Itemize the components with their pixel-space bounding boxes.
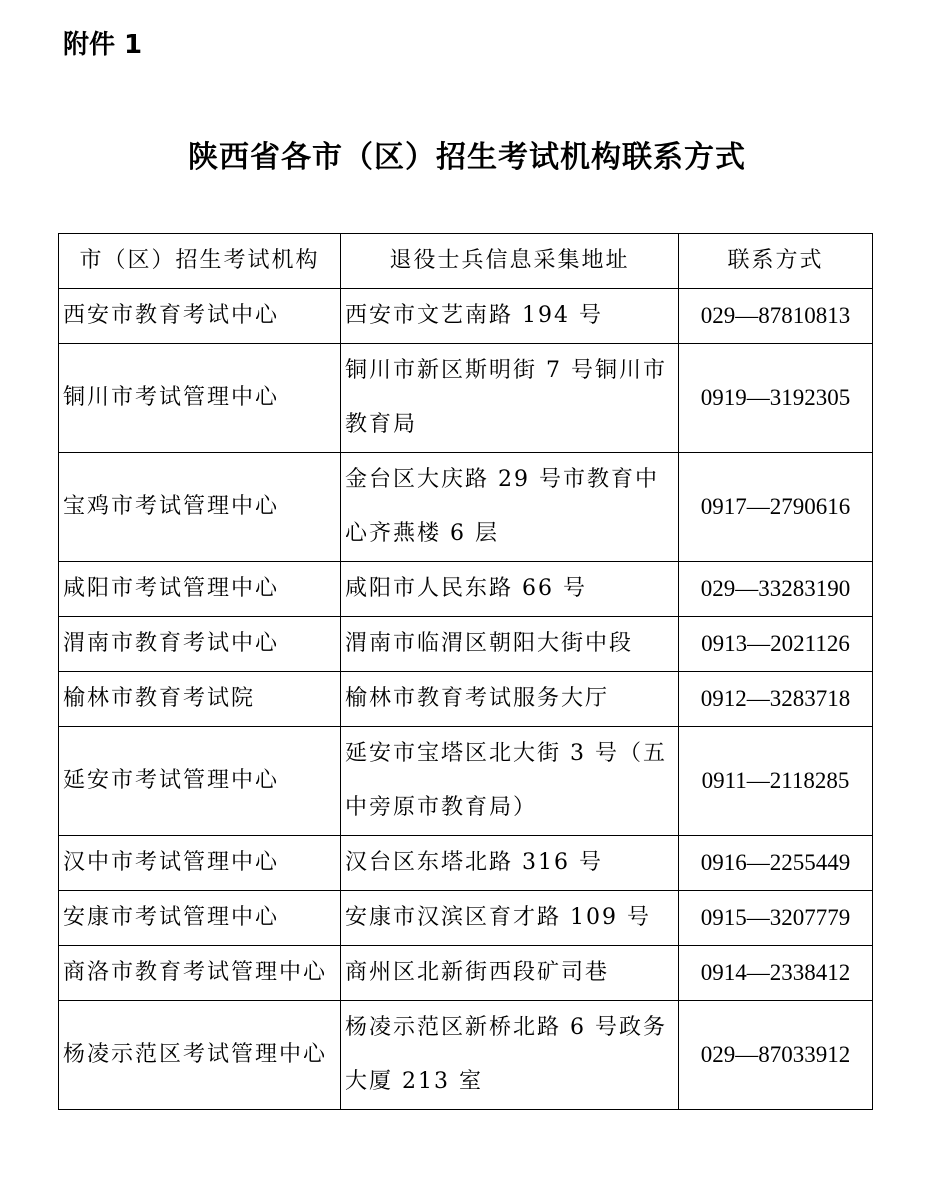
phone-cell: 0919—3192305	[679, 344, 873, 453]
organization-cell: 渭南市教育考试中心	[59, 617, 341, 672]
organization-cell: 宝鸡市考试管理中心	[59, 453, 341, 562]
address-cell: 渭南市临渭区朝阳大街中段	[341, 617, 679, 672]
table-row	[59, 617, 873, 672]
phone-cell: 0916—2255449	[679, 836, 873, 891]
organization-cell: 榆林市教育考试院	[59, 672, 341, 727]
phone-cell: 0917—2790616	[679, 453, 873, 562]
table-row	[59, 946, 873, 1001]
address-cell: 西安市文艺南路 194 号	[341, 289, 679, 344]
phone-cell: 0915—3207779	[679, 891, 873, 946]
header-address: 退役士兵信息采集地址	[341, 234, 679, 289]
table-row	[59, 453, 873, 562]
address-cell: 咸阳市人民东路 66 号	[341, 562, 679, 617]
header-organization: 市（区）招生考试机构	[59, 234, 341, 289]
phone-cell: 029—33283190	[679, 562, 873, 617]
organization-cell: 安康市考试管理中心	[59, 891, 341, 946]
organization-cell: 铜川市考试管理中心	[59, 344, 341, 453]
organization-cell: 咸阳市考试管理中心	[59, 562, 341, 617]
contacts-table	[58, 233, 873, 1110]
table-row	[59, 562, 873, 617]
address-cell: 杨凌示范区新桥北路 6 号政务大厦 213 室	[341, 1001, 679, 1110]
organization-cell: 西安市教育考试中心	[59, 289, 341, 344]
organization-cell: 杨凌示范区考试管理中心	[59, 1001, 341, 1110]
attachment-label: 附件 1	[63, 30, 143, 60]
phone-cell: 0914—2338412	[679, 946, 873, 1001]
address-cell: 榆林市教育考试服务大厅	[341, 672, 679, 727]
address-cell: 金台区大庆路 29 号市教育中心齐燕楼 6 层	[341, 453, 679, 562]
address-cell: 铜川市新区斯明街 7 号铜川市教育局	[341, 344, 679, 453]
phone-cell: 029—87810813	[679, 289, 873, 344]
organization-cell: 商洛市教育考试管理中心	[59, 946, 341, 1001]
table-row	[59, 836, 873, 891]
organization-cell: 汉中市考试管理中心	[59, 836, 341, 891]
table-row	[59, 344, 873, 453]
address-cell: 延安市宝塔区北大街 3 号（五中旁原市教育局）	[341, 727, 679, 836]
table-header-row	[59, 234, 873, 289]
phone-cell: 0911—2118285	[679, 727, 873, 836]
table-row	[59, 289, 873, 344]
phone-cell: 029—87033912	[679, 1001, 873, 1110]
table-row	[59, 672, 873, 727]
address-cell: 汉台区东塔北路 316 号	[341, 836, 679, 891]
address-cell: 商州区北新街西段矿司巷	[341, 946, 679, 1001]
phone-cell: 0913—2021126	[679, 617, 873, 672]
table-row	[59, 1001, 873, 1110]
address-cell: 安康市汉滨区育才路 109 号	[341, 891, 679, 946]
table-row	[59, 891, 873, 946]
organization-cell: 延安市考试管理中心	[59, 727, 341, 836]
document-title: 陕西省各市（区）招生考试机构联系方式	[188, 140, 746, 175]
phone-cell: 0912—3283718	[679, 672, 873, 727]
table-row	[59, 727, 873, 836]
header-phone: 联系方式	[679, 234, 873, 289]
